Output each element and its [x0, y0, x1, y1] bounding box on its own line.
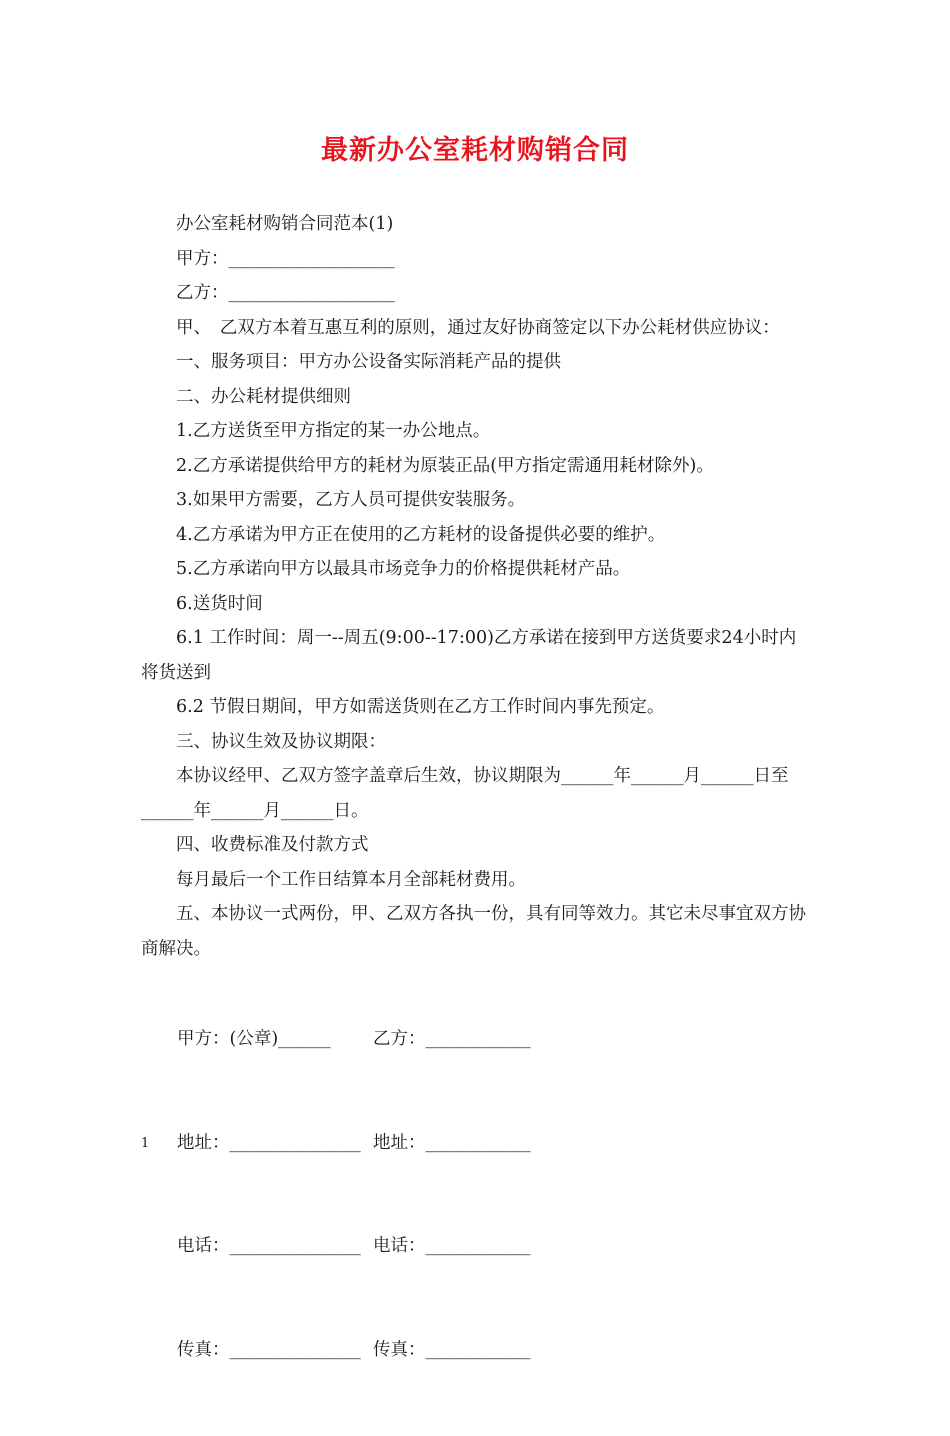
party-a-fax-field: 传真：_______________ [177, 1339, 361, 1360]
paragraph: 3.如果甲方需要，乙方人员可提供安装服务。 [176, 490, 526, 510]
paragraph: 5.乙方承诺向甲方以最具市场竞争力的价格提供耗材产品。 [176, 559, 631, 579]
paragraph: 6.送货时间 [176, 593, 263, 614]
document-title: 最新办公室耗材购销合同 [321, 135, 629, 166]
paragraph: 本协议经甲、乙双方签字盖章后生效，协议期限为______年______月______日至______年______月______日。 [141, 766, 789, 821]
paragraph: 6.2 节假日期间，甲方如需送货则在乙方工作时间内事先预定。 [176, 697, 665, 717]
paragraph: 办公室耗材购销合同范本(1) [176, 214, 394, 234]
paragraph: 二、办公耗材提供细则 [176, 386, 351, 407]
paragraph: 4.乙方承诺为甲方正在使用的乙方耗材的设备提供必要的维护。 [176, 524, 666, 545]
party-b-field: 乙方：____________ [373, 1029, 531, 1049]
paragraph: 五、本协议一式两份，甲、乙双方各执一份，具有同等效力。其它未尽事宜双方协商解决。 [141, 904, 806, 959]
party-a-address-field: 地址：_______________ [177, 1132, 361, 1153]
paragraph: 每月最后一个工作日结算本月全部耗材费用。 [176, 869, 526, 890]
signature-block [177, 953, 531, 1436]
signature-row [177, 1022, 531, 1057]
paragraph: 一、服务项目：甲方办公设备实际消耗产品的提供 [176, 352, 561, 372]
paragraph: 1.乙方送货至甲方指定的某一办公地点。 [176, 421, 491, 441]
signature-row [177, 1126, 531, 1161]
party-b-phone-field: 电话：____________ [373, 1236, 531, 1256]
party-b-address-field: 地址：____________ [373, 1132, 531, 1153]
document-body [141, 207, 813, 966]
paragraph: 三、协议生效及协议期限： [176, 731, 386, 752]
page-number: 1 [141, 1136, 150, 1151]
signature-row [177, 1333, 531, 1368]
party-a-phone-field: 电话：_______________ [177, 1236, 361, 1256]
paragraph: 2.乙方承诺提供给甲方的耗材为原装正品(甲方指定需通用耗材除外)。 [176, 455, 714, 476]
party-a-seal-field: 甲方：(公章)______ [177, 1029, 331, 1049]
paragraph: 四、收费标准及付款方式 [176, 835, 369, 855]
party-b-fax-field: 传真：____________ [373, 1339, 531, 1360]
paragraph: 乙方：___________________ [176, 283, 395, 303]
paragraph: 6.1 工作时间：周一--周五(9:00--17:00)乙方承诺在接到甲方送货要求24小时内将货送到 [141, 628, 797, 683]
signature-row [177, 1229, 531, 1264]
paragraph: 甲、 乙双方本着互惠互利的原则，通过友好协商签定以下办公耗材供应协议： [176, 317, 780, 338]
paragraph: 甲方：___________________ [176, 248, 395, 269]
